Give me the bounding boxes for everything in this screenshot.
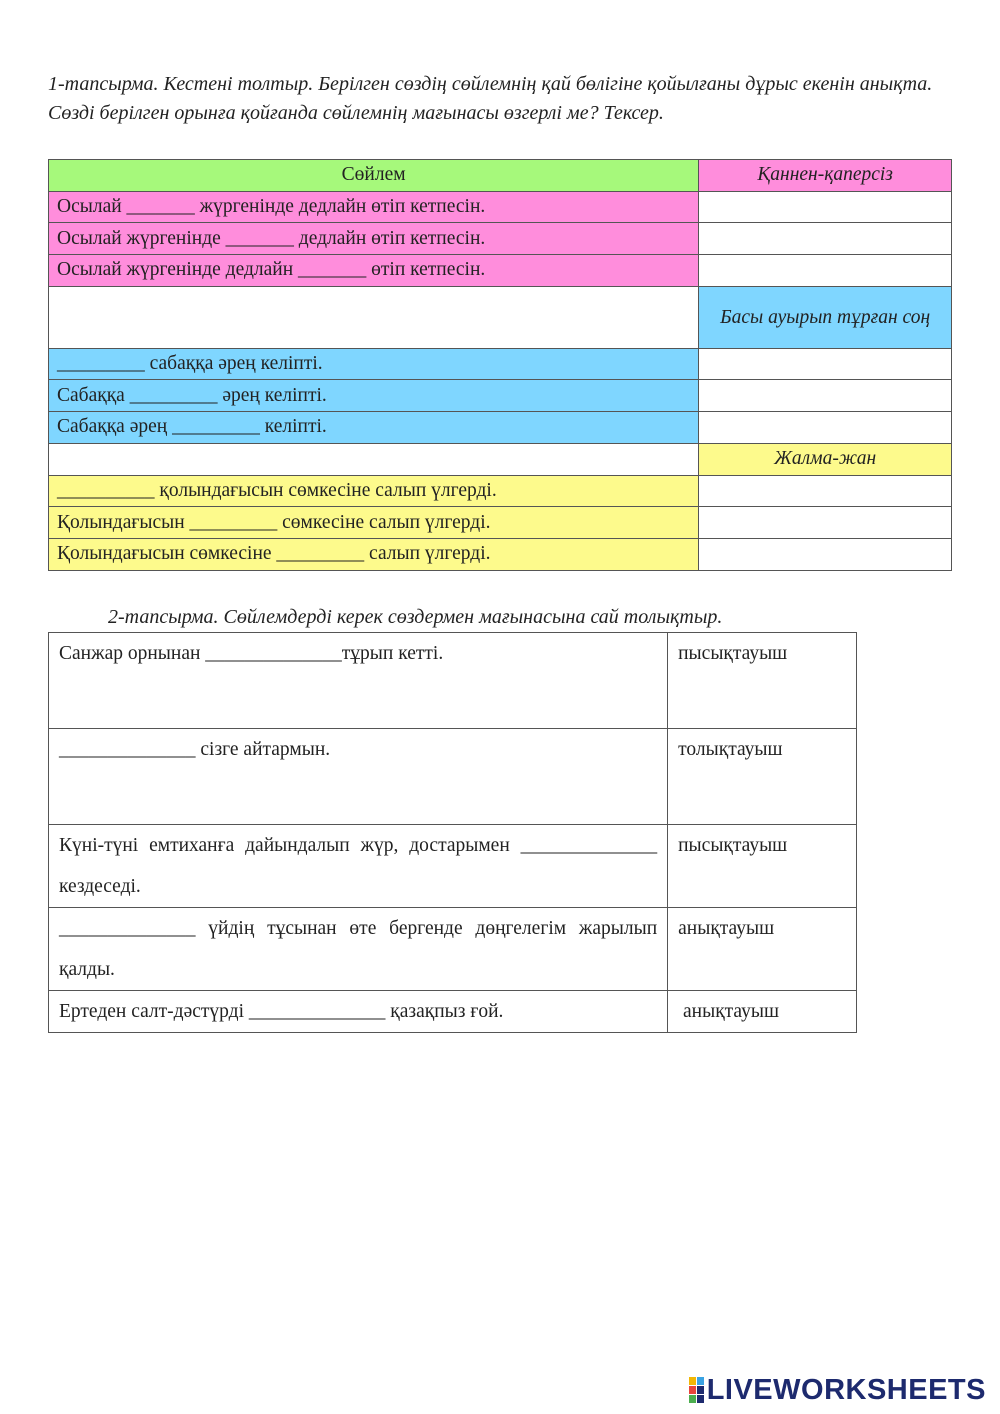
role-cell: пысықтауыш [668,825,857,908]
sentence-cell: _________ сабаққа әрең келіпті. [49,348,699,380]
table-row [49,380,952,412]
task1-table [48,159,952,571]
table-row [49,443,952,475]
sentence-cell: Санжар орнынан ______________тұрып кетті. [49,633,668,729]
role-cell: анықтауыш [668,908,857,991]
sentence-cell: Осылай _______ жүргенінде дедлайн өтіп кетпесін. [49,191,699,223]
word-cell-1: Қаннен-қаперсіз [699,160,952,192]
sentence-cell: ______________ сізге айтармын. [49,729,668,825]
sentence-cell: Қолындағысын сөмкесіне _________ салып үлгерді. [49,538,699,570]
answer-cell[interactable] [699,191,952,223]
answer-cell[interactable] [699,412,952,444]
word-cell-3: Жалма-жан [699,443,952,475]
table-row [49,908,857,991]
answer-cell[interactable] [699,255,952,287]
table-row [49,223,952,255]
sentence-cell: Ертеден салт-дәстүрді ______________ қазақпыз ғой. [49,991,668,1033]
sentence-cell: Осылай жүргенінде дедлайн _______ өтіп кетпесін. [49,255,699,287]
table-row [49,286,952,348]
table-row [49,191,952,223]
table-row [49,825,857,908]
table-row [49,991,857,1033]
sentence-cell: Сабаққа әрең _________ келіпті. [49,412,699,444]
empty-cell [49,286,699,348]
task2-table [48,632,857,1033]
sentence-cell: Күні-түні емтиханға дайындалып жүр, достарымен ______________ кездеседі. [49,825,668,908]
sentence-cell: Сабаққа _________ әрең келіпті. [49,380,699,412]
empty-cell [49,443,699,475]
logo-text: LIVEWORKSHEETS [706,1373,986,1406]
table-row [49,412,952,444]
task2-instruction: 2-тапсырма. Сөйлемдерді керек сөздермен мағынасына сай толықтыр. [108,606,723,628]
answer-cell[interactable] [699,475,952,507]
sentence-header: Сөйлем [49,160,699,192]
sentence-cell: __________ қолындағысын сөмкесіне салып үлгерді. [49,475,699,507]
liveworksheets-logo-icon [689,1377,704,1403]
task1-instruction: 1-тапсырма. Кестені толтыр. Берілген сөздің сөйлемнің қай бөлігіне қойылғаны дұрыс екенін анықта. Сөзді берілген орынға қойғанда сөйлемнің мағынасы өзгерлі ме? Тексер. [48,73,933,124]
table-row [49,729,857,825]
role-cell: толықтауыш [668,729,857,825]
table-row [49,475,952,507]
role-cell: анықтауыш [668,991,857,1033]
table-row [49,538,952,570]
answer-cell[interactable] [699,348,952,380]
answer-cell[interactable] [699,507,952,539]
answer-cell[interactable] [699,538,952,570]
liveworksheets-logo [689,1374,986,1406]
table-row [49,507,952,539]
answer-cell[interactable] [699,380,952,412]
table-row [49,348,952,380]
table-row [49,255,952,287]
table-header-row [49,160,952,192]
role-cell: пысықтауыш [668,633,857,729]
answer-cell[interactable] [699,223,952,255]
sentence-cell: Қолындағысын _________ сөмкесіне салып үлгерді. [49,507,699,539]
sentence-cell: Осылай жүргенінде _______ дедлайн өтіп кетпесін. [49,223,699,255]
sentence-cell: ______________ үйдің тұсынан өте бергенде дөңгелегім жарылып қалды. [49,908,668,991]
word-cell-2: Басы ауырып тұрған соң [699,286,952,348]
table-row [49,633,857,729]
